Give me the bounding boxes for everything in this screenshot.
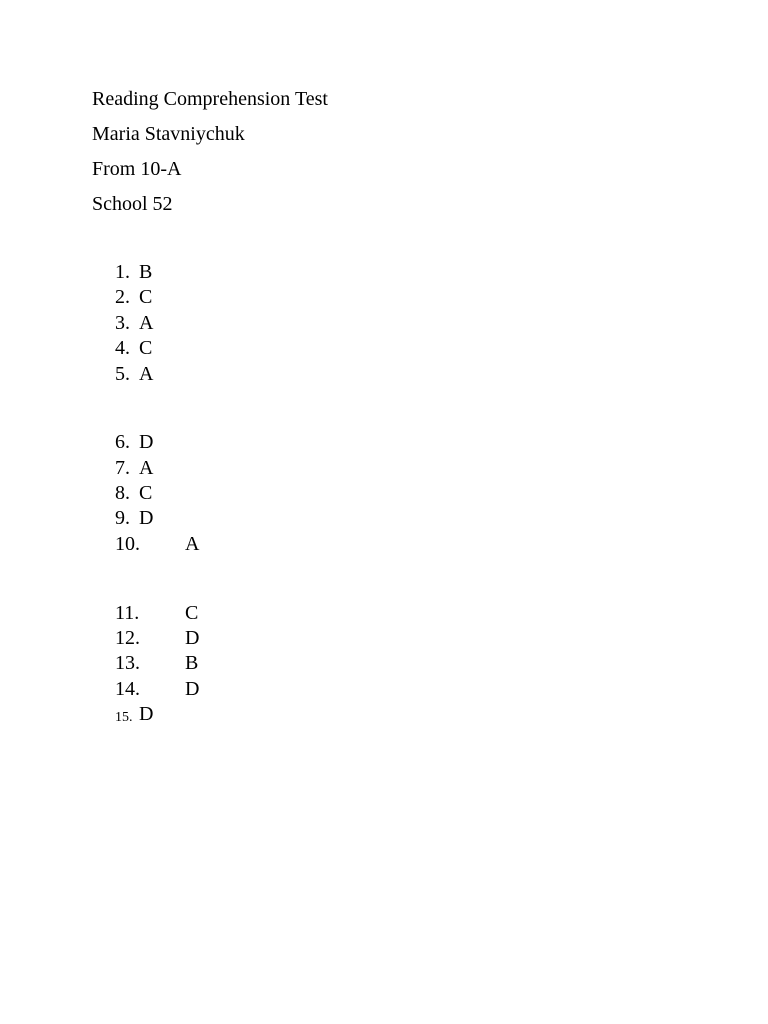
answer-number: 13.	[115, 652, 140, 674]
answer-letter: A	[139, 363, 154, 385]
student-school: School 52	[92, 193, 173, 215]
student-form: From 10-A	[92, 158, 182, 180]
answer-number: 7.	[115, 457, 130, 479]
answer-number: 14.	[115, 678, 140, 700]
answer-number: 12.	[115, 627, 140, 649]
answer-number: 10.	[115, 533, 140, 555]
answer-number: 11.	[115, 602, 140, 624]
answer-letter: D	[185, 678, 200, 700]
answer-number: 5.	[115, 363, 130, 385]
answer-letter: C	[185, 602, 199, 624]
answer-number: 3.	[115, 312, 130, 334]
answer-letter: D	[139, 431, 154, 453]
answer-letter: C	[139, 482, 153, 504]
answer-number: 6.	[115, 431, 130, 453]
answer-letter: C	[139, 286, 153, 308]
answer-letter: A	[139, 312, 154, 334]
answer-number: 1.	[115, 261, 130, 283]
answer-letter: D	[185, 627, 200, 649]
answer-letter: D	[139, 507, 154, 529]
student-name: Maria Stavniychuk	[92, 123, 245, 145]
answer-letter: B	[185, 652, 199, 674]
answer-number: 8.	[115, 482, 130, 504]
answer-number: 9.	[115, 507, 130, 529]
test-title: Reading Comprehension Test	[92, 88, 328, 110]
answer-number: 2.	[115, 286, 130, 308]
answer-letter: A	[185, 533, 200, 555]
answer-letter: B	[139, 261, 153, 283]
answer-number: 15.	[115, 710, 133, 725]
answer-number: 4.	[115, 337, 130, 359]
answer-letter: D	[139, 703, 154, 725]
answer-letter: A	[139, 457, 154, 479]
answer-letter: C	[139, 337, 153, 359]
